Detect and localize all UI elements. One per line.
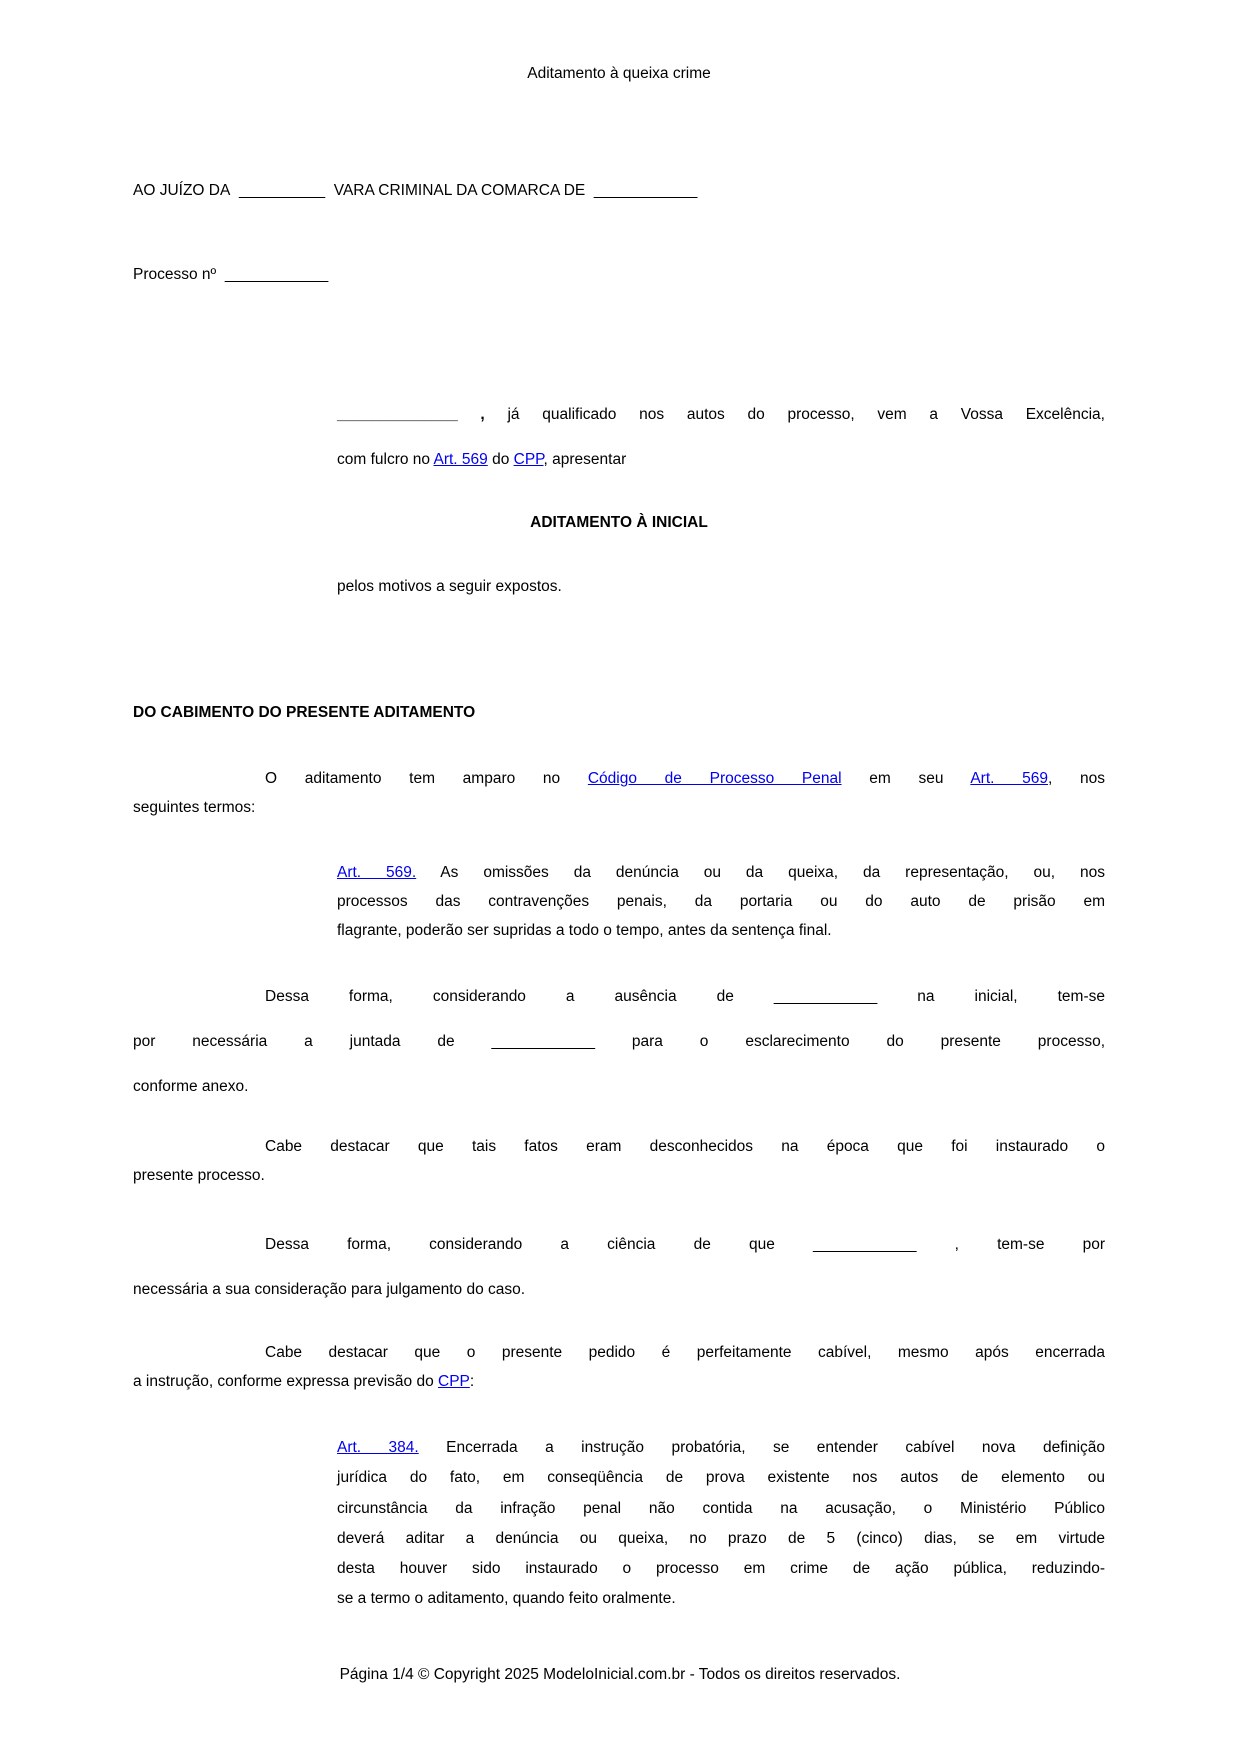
text-line: O aditamento tem amparo no Código de Processo Penal em seu Art. 569, nos bbox=[265, 770, 1105, 787]
art-569-quote-link[interactable]: Art. 569. bbox=[337, 864, 417, 881]
text-line: Dessa forma, considerando a ausência de ____________ na inicial, tem-se bbox=[265, 988, 1105, 1005]
process-number-line bbox=[133, 264, 1105, 286]
text-line: Cabe destacar que o presente pedido é perfeitamente cabível, mesmo após encerrada bbox=[265, 1344, 1105, 1361]
text-line: com fulcro no Art. 569 do CPP, apresentar bbox=[337, 451, 627, 468]
motives-line: pelos motivos a seguir expostos. bbox=[337, 578, 562, 595]
text-line: se a termo o aditamento, quando feito oralmente. bbox=[337, 1590, 676, 1608]
quote-art-569 bbox=[337, 858, 1105, 945]
text-line: por necessária a juntada de ____________ para o esclarecimento do presente processo, bbox=[133, 1033, 1106, 1050]
art-569-link[interactable]: Art. 569 bbox=[970, 770, 1048, 787]
text-line: Processo nº ____________ bbox=[133, 266, 329, 283]
bold-text: , bbox=[457, 406, 485, 423]
text-line: jurídica do fato, em conseqüência de prova existente nos autos de elemento ou bbox=[337, 1469, 1105, 1487]
cpp-link[interactable]: CPP bbox=[513, 451, 544, 468]
fill-in-blank: ____________ bbox=[773, 988, 878, 1005]
fill-in-blank: ____________ bbox=[813, 1236, 917, 1253]
art-569-link[interactable]: Art. 569 bbox=[433, 451, 488, 468]
codigo-de-processo-penal-link[interactable]: Código de Processo Penal bbox=[587, 770, 842, 787]
paragraph-ausencia bbox=[133, 974, 1105, 1109]
text-line: presente processo. bbox=[133, 1167, 265, 1184]
paragraph-ciencia bbox=[133, 1222, 1105, 1312]
paragraph-amparo bbox=[133, 764, 1105, 822]
document-title: Aditamento à queixa crime bbox=[527, 65, 711, 82]
text-line: Art. 569. As omissões da denúncia ou da queixa, da representação, ou, nos bbox=[337, 864, 1105, 881]
petition-opening-paragraph bbox=[337, 392, 1105, 482]
text-line: circunstância da infração penal não contida na acusação, o Ministério Público bbox=[337, 1499, 1105, 1517]
text-line: ______________ , já qualificado nos autos do processo, vem a Vossa Excelência, bbox=[337, 406, 1105, 423]
text-line: AO JUÍZO DA __________ VARA CRIMINAL DA COMARCA DE ____________ bbox=[133, 182, 698, 199]
text-line: Dessa forma, considerando a ciência de que ____________ , tem-se por bbox=[265, 1236, 1106, 1253]
text-line: processos das contravenções penais, da portaria ou do auto de prisão em bbox=[337, 893, 1105, 910]
paragraph-fatos bbox=[133, 1132, 1105, 1190]
fill-in-blank: ______________ bbox=[337, 406, 458, 423]
quote-art-384 bbox=[337, 1433, 1105, 1615]
aditamento-inicial-heading: ADITAMENTO À INICIAL bbox=[530, 514, 708, 531]
text-line: a instrução, conforme expressa previsão do CPP: bbox=[133, 1373, 475, 1390]
court-address-line bbox=[133, 180, 1105, 202]
text-line: desta houver sido instaurado o processo em crime de ação pública, reduzindo- bbox=[337, 1560, 1105, 1578]
fill-in-blank: ____________ bbox=[491, 1033, 595, 1050]
text-line: seguintes termos: bbox=[133, 799, 256, 816]
text-line: Cabe destacar que tais fatos eram desconhecidos na época que foi instaurado o bbox=[265, 1138, 1105, 1155]
section-heading-cabimento: DO CABIMENTO DO PRESENTE ADITAMENTO bbox=[133, 704, 476, 721]
text-line: deverá aditar a denúncia ou queixa, no prazo de 5 (cinco) dias, se em virtude bbox=[337, 1529, 1105, 1547]
cpp-link[interactable]: CPP bbox=[438, 1373, 470, 1390]
page-footer: Página 1/4 © Copyright 2025 ModeloInicial.com.br - Todos os direitos reservados. bbox=[339, 1666, 901, 1683]
fill-in-blank: __________ bbox=[238, 182, 326, 199]
text-line: Art. 384. Encerrada a instrução probatória, se entender cabível nova definição bbox=[337, 1439, 1106, 1456]
text-line: conforme anexo. bbox=[133, 1078, 249, 1095]
paragraph-cabivel bbox=[133, 1338, 1105, 1396]
fill-in-blank: ____________ bbox=[593, 182, 698, 199]
text-line: flagrante, poderão ser supridas a todo o tempo, antes da sentença final. bbox=[337, 922, 832, 939]
text-line: necessária a sua consideração para julgamento do caso. bbox=[133, 1281, 526, 1298]
art-384-quote-link[interactable]: Art. 384. bbox=[337, 1439, 419, 1456]
fill-in-blank: ____________ bbox=[224, 266, 329, 283]
